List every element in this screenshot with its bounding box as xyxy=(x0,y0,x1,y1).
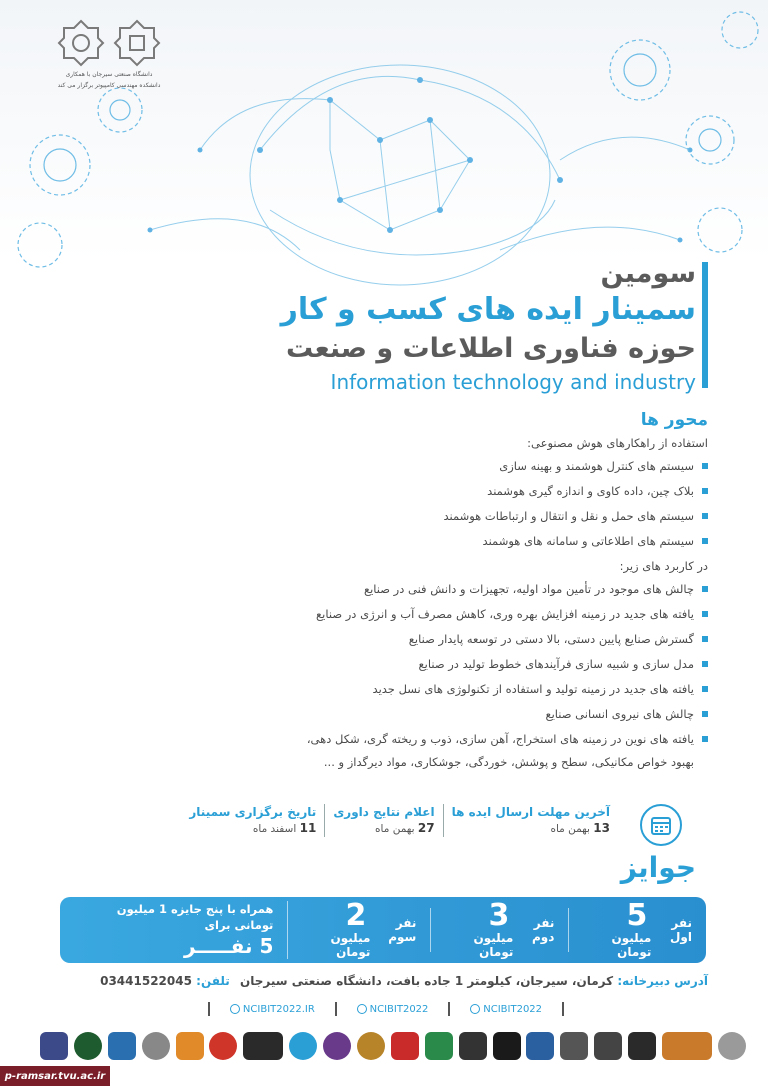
list-item: سیستم های اطلاعاتی و سامانه های هوشمند xyxy=(68,534,708,548)
prize-amount: 2 xyxy=(345,898,367,933)
sponsor-logo-icon xyxy=(425,1032,453,1060)
website-link[interactable]: NCIBIT2022.IR xyxy=(230,1004,315,1015)
prize-first xyxy=(569,898,706,959)
phone-label: تلفن: xyxy=(196,974,230,988)
applications-intro: در کاربرد های زیر: xyxy=(619,559,708,573)
telegram-link[interactable]: NCIBIT2022 xyxy=(470,1004,542,1015)
topics-heading: محور ها xyxy=(640,410,708,430)
bullet-icon xyxy=(702,686,708,692)
telegram-icon xyxy=(470,1004,480,1014)
sponsor-logo-icon xyxy=(108,1032,136,1060)
sponsor-logo-icon xyxy=(176,1032,204,1060)
prize-amount: 3 xyxy=(488,898,510,933)
divider xyxy=(208,1002,210,1016)
prize-extra-text: همراه با پنج جایزه 1 میلیون تومانی برای xyxy=(116,902,274,932)
sponsor-logo-icon xyxy=(526,1032,554,1060)
list-item: گسترش صنایع پایین دستی، بالا دستی در توسعه پایدار صنایع xyxy=(68,632,708,646)
address-text: کرمان، سیرجان، کیلومتر 1 جاده بافت، دانشگاه صنعتی سیرجان xyxy=(239,974,614,988)
prize-unit: میلیون تومان xyxy=(330,931,371,959)
bullet-icon xyxy=(702,636,708,642)
list-item: یافته های جدید در زمینه تولید و استفاده از تکنولوژی های نسل جدید xyxy=(68,682,708,696)
calendar-icon xyxy=(640,804,682,846)
instagram-icon xyxy=(357,1004,367,1014)
bullet-icon xyxy=(702,488,708,494)
date-label: تاریخ برگزاری سمینار xyxy=(189,805,317,819)
date-day: 27 xyxy=(417,821,435,835)
contacts-row xyxy=(208,1002,564,1016)
date-submission-deadline xyxy=(444,804,618,837)
instagram-link[interactable]: NCIBIT2022 xyxy=(357,1004,429,1015)
list-item: یافته های جدید در زمینه افزایش بهره وری، کاهش مصرف آب و انرژی در صنایع xyxy=(68,607,708,621)
list-item: بلاک چین، داده کاوی و اندازه گیری هوشمند xyxy=(68,484,708,498)
logo-caption-line2: دانشکده مهندسی کامپیوتر برگزار می کند xyxy=(57,82,161,89)
university-logos xyxy=(44,18,174,90)
sponsor-logo-icon xyxy=(560,1032,588,1060)
bullet-icon xyxy=(702,661,708,667)
bullet-icon xyxy=(702,711,708,717)
date-seminar xyxy=(181,804,325,837)
date-results xyxy=(325,804,443,837)
sponsor-logo-icon xyxy=(243,1032,283,1060)
sponsor-logo-icon xyxy=(209,1032,237,1060)
divider xyxy=(335,1002,337,1016)
prize-extra-count: 5 نفـــــر xyxy=(183,934,274,958)
prize-second xyxy=(431,898,569,959)
prize-unit: میلیون تومان xyxy=(611,931,652,959)
sponsor-logos xyxy=(40,1028,746,1064)
date-month: اسفند ماه xyxy=(252,823,297,835)
prize-rank: نفر دوم xyxy=(531,916,555,944)
title-english: Information technology and industry xyxy=(330,370,696,394)
address-label: آدرس دبیرخانه: xyxy=(617,974,708,988)
title-main: سمینار ایده های کسب و کار xyxy=(280,292,696,327)
logo-caption-line1: دانشگاه صنعتی سیرجان با همکاری xyxy=(65,71,153,78)
globe-icon xyxy=(230,1004,240,1014)
sponsor-logo-icon xyxy=(40,1032,68,1060)
watermark: p-ramsar.tvu.ac.ir xyxy=(0,1066,110,1086)
prize-extra xyxy=(60,901,288,959)
university-logo-icon xyxy=(56,18,106,68)
bullet-icon xyxy=(702,513,708,519)
date-month: بهمن ماه xyxy=(550,823,590,835)
list-item: چالش های نیروی انسانی صنایع xyxy=(68,707,708,721)
title-ordinal: سومین xyxy=(600,258,696,289)
topics-section xyxy=(68,410,708,769)
address-line xyxy=(58,974,708,988)
bullet-icon xyxy=(702,611,708,617)
title-field: حوزه فناوری اطلاعات و صنعت xyxy=(286,333,696,364)
sponsor-logo-icon xyxy=(357,1032,385,1060)
prize-rank: نفر سوم xyxy=(388,916,417,944)
phone-number[interactable]: 03441522045 xyxy=(100,974,192,988)
date-day: 13 xyxy=(593,821,610,835)
date-label: آخرین مهلت ارسال ایده ها xyxy=(451,805,610,819)
title-accent-bar xyxy=(702,262,708,388)
prize-amount: 5 xyxy=(626,898,648,933)
sponsor-logo-icon xyxy=(289,1032,317,1060)
ai-topics-list xyxy=(68,459,708,548)
bullet-icon xyxy=(702,586,708,592)
prizes-bar xyxy=(60,897,706,963)
prize-rank: نفر اول xyxy=(670,916,692,944)
faculty-logo-icon xyxy=(112,18,162,68)
divider xyxy=(562,1002,564,1016)
list-item: مدل سازی و شبیه سازی فرآیندهای خطوط تولید در صنایع xyxy=(68,657,708,671)
important-dates xyxy=(148,804,618,837)
list-item: یافته های نوین در زمینه های استخراج، آهن سازی، ذوب و ریخته گری، شکل دهی، xyxy=(68,732,708,746)
prizes-heading: جوایز xyxy=(620,851,696,884)
divider xyxy=(448,1002,450,1016)
list-item: چالش های موجود در تأمین مواد اولیه، تجهیزات و دانش فنی در صنایع xyxy=(68,582,708,596)
bullet-icon xyxy=(702,463,708,469)
bullet-icon xyxy=(702,736,708,742)
sponsor-logo-icon xyxy=(718,1032,746,1060)
sponsor-logo-icon xyxy=(594,1032,622,1060)
list-item: سیستم های کنترل هوشمند و بهینه سازی xyxy=(68,459,708,473)
date-label: اعلام نتایج داوری xyxy=(333,805,435,819)
application-topics-list xyxy=(68,582,708,746)
seminar-title xyxy=(156,258,696,396)
sponsor-logo-icon xyxy=(459,1032,487,1060)
sponsor-logo-icon xyxy=(323,1032,351,1060)
sponsor-logo-icon xyxy=(662,1032,712,1060)
sponsor-logo-icon xyxy=(391,1032,419,1060)
sponsor-logo-icon xyxy=(74,1032,102,1060)
sponsor-logo-icon xyxy=(628,1032,656,1060)
topics-intro: استفاده از راهکارهای هوش مصنوعی: xyxy=(527,436,708,450)
prize-unit: میلیون تومان xyxy=(473,931,514,959)
bullet-icon xyxy=(702,538,708,544)
sponsor-logo-icon xyxy=(493,1032,521,1060)
list-item: سیستم های حمل و نقل و انتقال و ارتباطات هوشمند xyxy=(68,509,708,523)
prize-third xyxy=(288,898,431,959)
date-month: بهمن ماه xyxy=(375,823,415,835)
date-day: 11 xyxy=(299,821,317,835)
sponsor-logo-icon xyxy=(142,1032,170,1060)
topic-continuation: بهبود خواص مکانیکی، سطح و پوشش، خوردگی، جوشکاری، مواد دیرگداز و ... xyxy=(323,755,694,769)
